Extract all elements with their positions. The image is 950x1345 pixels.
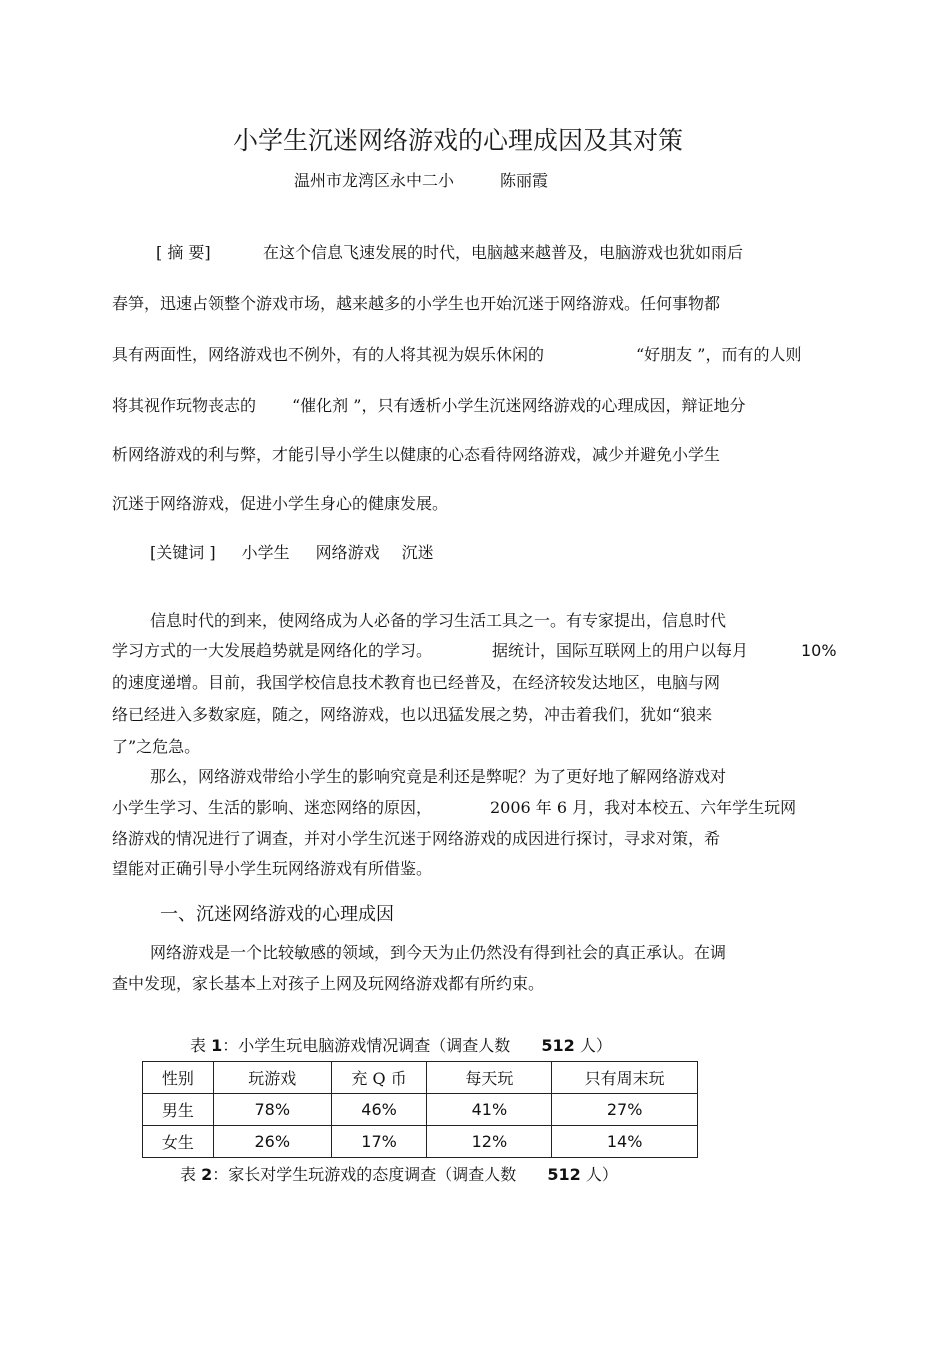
table-cell: 41% bbox=[427, 1094, 552, 1126]
author-line bbox=[294, 170, 548, 192]
table-cell: 男生 bbox=[143, 1094, 214, 1126]
table-cell: 女生 bbox=[143, 1126, 214, 1158]
abstract-line: 析网络游戏的利与弊，才能引导小学生以健康的心态看待网络游戏，减少并避免小学生 bbox=[112, 445, 721, 464]
table-header-cell: 玩游戏 bbox=[213, 1062, 331, 1094]
keywords-label: [关键词 ] bbox=[150, 543, 216, 562]
table1-caption: 表 1：小学生玩电脑游戏情况调查（调查人数 512 人） bbox=[190, 1036, 612, 1055]
abstract-line: 具有两面性，网络游戏也不例外，有的人将其视为娱乐休闲的 bbox=[112, 345, 545, 364]
body-line: 小学生学习、生活的影响、迷恋网络的原因， bbox=[112, 798, 433, 817]
keyword: 沉迷 bbox=[401, 543, 434, 562]
abstract-line: “催化剂 ”，只有透析小学生沉迷网络游戏的心理成因，辩证地分 bbox=[292, 396, 746, 415]
body-line: 那么，网络游戏带给小学生的影响究竟是利还是弊呢？为了更好地了解网络游戏对 bbox=[150, 767, 727, 786]
keywords-line bbox=[150, 541, 434, 565]
table-header-row bbox=[143, 1062, 698, 1094]
table2-caption: 表 2：家长对学生玩游戏的态度调查（调查人数 512 人） bbox=[180, 1165, 618, 1184]
abstract-line: 沉迷于网络游戏，促进小学生身心的健康发展。 bbox=[112, 494, 449, 513]
abstract-line: 春笋，迅速占领整个游戏市场，越来越多的小学生也开始沉迷于网络游戏。任何事物都 bbox=[112, 294, 721, 313]
table-row bbox=[143, 1094, 698, 1126]
document-title: 小学生沉迷网络游戏的心理成因及其对策 bbox=[232, 126, 683, 155]
body-line: 网络游戏是一个比较敏感的领域，到今天为止仍然没有得到社会的真正承认。在调 bbox=[150, 943, 727, 962]
body-line: 络游戏的情况进行了调查，并对小学生沉迷于网络游戏的成因进行探讨，寻求对策，希 bbox=[112, 829, 721, 848]
abstract-line: “好朋友 ”，而有的人则 bbox=[636, 345, 802, 364]
abstract-label: [ 摘 要] bbox=[156, 243, 211, 262]
survey-table bbox=[142, 1061, 698, 1158]
table-cell: 26% bbox=[213, 1126, 331, 1158]
keyword: 网络游戏 bbox=[315, 543, 380, 562]
table-header-cell: 每天玩 bbox=[427, 1062, 552, 1094]
table-row bbox=[143, 1126, 698, 1158]
body-line: 望能对正确引导小学生玩网络游戏有所借鉴。 bbox=[112, 859, 433, 878]
table-header-cell: 充 Q 币 bbox=[331, 1062, 427, 1094]
table-cell: 12% bbox=[427, 1126, 552, 1158]
table-header-cell: 性别 bbox=[143, 1062, 214, 1094]
table-cell: 46% bbox=[331, 1094, 427, 1126]
body-line: 据统计，国际互联网上的用户以每月 bbox=[492, 641, 749, 660]
table-cell: 17% bbox=[331, 1126, 427, 1158]
body-line: 2006 年 6 月，我对本校五、六年学生玩网 bbox=[490, 798, 797, 817]
body-line: 学习方式的一大发展趋势就是网络化的学习。 bbox=[112, 641, 433, 660]
table-header-cell: 只有周末玩 bbox=[552, 1062, 698, 1094]
body-line: 10% bbox=[801, 641, 837, 660]
abstract-line: 将其视作玩物丧志的 bbox=[112, 396, 257, 415]
section-heading: 一、沉迷网络游戏的心理成因 bbox=[160, 904, 394, 925]
author-name: 陈丽霞 bbox=[500, 171, 549, 190]
keyword: 小学生 bbox=[241, 543, 290, 562]
body-line: 了”之危急。 bbox=[112, 737, 201, 756]
table-cell: 78% bbox=[213, 1094, 331, 1126]
table-cell: 27% bbox=[552, 1094, 698, 1126]
table-cell: 14% bbox=[552, 1126, 698, 1158]
body-line: 查中发现，家长基本上对孩子上网及玩网络游戏都有所约束。 bbox=[112, 974, 545, 993]
body-line: 的速度递增。目前，我国学校信息技术教育也已经普及，在经济较发达地区，电脑与网 bbox=[112, 673, 721, 692]
body-line: 络已经进入多数家庭，随之，网络游戏，也以迅猛发展之势，冲击着我们，犹如“狼来 bbox=[112, 705, 713, 724]
author-school: 温州市龙湾区永中二小 bbox=[294, 171, 455, 190]
abstract-line: 在这个信息飞速发展的时代，电脑越来越普及，电脑游戏也犹如雨后 bbox=[263, 243, 744, 262]
body-line: 信息时代的到来，使网络成为人必备的学习生活工具之一。有专家提出，信息时代 bbox=[150, 611, 727, 630]
